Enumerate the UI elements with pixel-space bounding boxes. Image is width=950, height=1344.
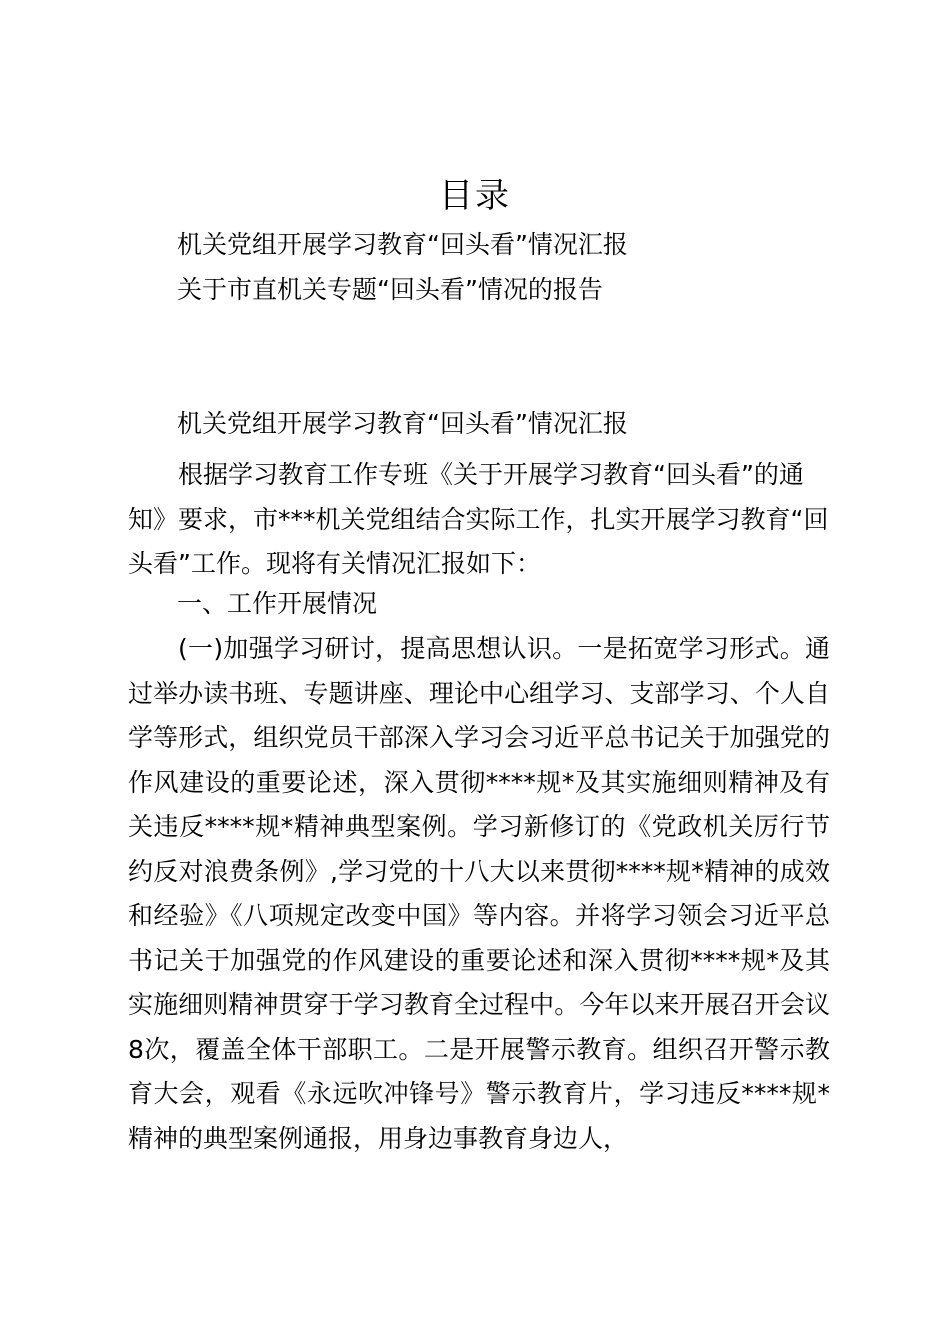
toc-item-2[interactable]: 关于市直机关专题“回头看”情况的报告 bbox=[177, 275, 603, 304]
report-heading: 机关党组开展学习教育“回头看”情况汇报 bbox=[177, 409, 628, 438]
toc-item-1[interactable]: 机关党组开展学习教育“回头看”情况汇报 bbox=[177, 230, 628, 259]
intro-text: 根据学习教育工作专班《关于开展学习教育“回头看”的通知》要求，市***机关党组结合实际工作，扎实开展学习教育“回头看”工作。现将有关情况汇报如下： bbox=[128, 460, 829, 578]
toc-title: 目录 bbox=[439, 176, 511, 216]
section-paragraph bbox=[128, 627, 830, 1161]
section-text: (一)加强学习研讨，提高思想认识。一是拓宽学习形式。通过举办读书班、专题讲座、理论中心组学习、支部学习、个人自学等形式，组织党员干部深入学习会习近平总书记关于加强党的作风建设的重要论述，深入贯彻****规*及其实施细则精神及有关违反****规*精神典型案例。学习新修订的《党政机关厉行节约反对浪费条例》,学习党的十八大以来贯彻****规*精神的成效和经验》《八项规定改变中国》等内容。并将学习领会习近平总书记关于加强党的作风建设的重要论述和深入贯彻****规*及其实施细则精神贯穿于学习教育全过程中。今年以来开展召开会议8次，覆盖全体干部职工。二是开展警示教育。组织召开警示教育大会，观看《永远吹冲锋号》警示教育片，学习违反****规*精神的典型案例通报，用身边事教育身边人， bbox=[128, 634, 830, 1153]
section-heading: 一、工作开展情况 bbox=[177, 589, 378, 618]
intro-paragraph bbox=[128, 453, 830, 587]
